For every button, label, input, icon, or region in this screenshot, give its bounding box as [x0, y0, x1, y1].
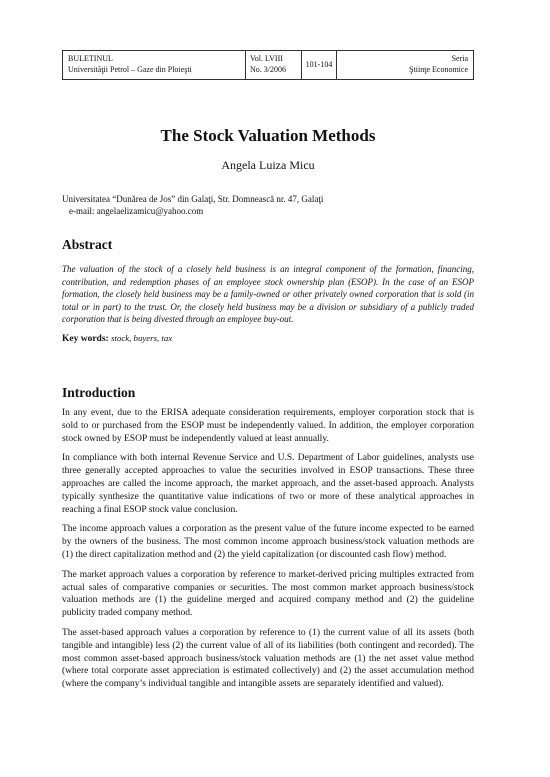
journal-number: No. 3/2006 — [250, 64, 286, 74]
body-paragraph: The market approach values a corporation by reference to market-derived pricing multiples extracted from actual sales of comparative companies or securities. The most common market approach business/stock valuation methods are (1) the guideline merged and acquired company method and (2) the guideline publicity traded company method. — [62, 569, 474, 619]
introduction-body — [62, 407, 474, 698]
journal-name-line1: BULETINUL — [68, 54, 113, 63]
series-cell — [337, 51, 473, 79]
keywords-label: Key words: — [62, 334, 109, 344]
journal-header-table — [62, 50, 474, 80]
introduction-heading: Introduction — [62, 385, 136, 400]
journal-series-name: Ştiinţe Economice — [409, 64, 468, 74]
volume-cell — [246, 51, 302, 79]
body-paragraph: In compliance with both internal Revenue Service and U.S. Department of Labor guidelines, analysts use three generally accepted approaches to value the securities involved in ESOP transactions. These three approaches are called the income approach, the market approach, and the asset-based approach. Analysts typically synthesize the quantitative value indications of two or more of these analytical approaches in reaching a final ESOP stock value conclusion. — [62, 453, 474, 515]
body-paragraph: In any event, due to the ERISA adequate consideration requirements, employer corporation stock that is sold to or purchased from the ESOP must be independently valued. In addition, the employer corporation stock owned by ESOP must be independently valued at least annually. — [62, 408, 474, 444]
abstract-text: The valuation of the stock of a closely held business is an integral component of the formation, financing, contribution, and redemption phases of an employee stock ownership plan (ESOP). In the case of an ESOP formation, the closely held business may be a family-owned or other privately owned corporation that is sold (in total or in part) to the trust. Or, the closely held business may be a division or subsidiary of a publicly traded corporation that is being divested through an employee buy-out. — [62, 264, 474, 325]
author-name: Angela Luiza Micu — [221, 158, 315, 172]
body-paragraph: The asset-based approach values a corporation by reference to (1) the current value of all its assets (both tangible and intangible) less (2) the current value of all of its liabilities (both contingent and recorded). The most common asset-based approach business/stock valuation methods are (1) the net asset value method (where total corporate asset appreciation is estimated collectively) and (2) the asset accumulation method (where the company’s individual tangible and intangible assets are separately identified and valued). — [62, 627, 474, 690]
paper-title: The Stock Valuation Methods — [160, 126, 376, 145]
abstract-heading: Abstract — [62, 237, 113, 252]
journal-series-label: Seria — [451, 54, 468, 63]
body-paragraph: The income approach values a corporation as the present value of the future income expected to be earned by the owners of the business. The most common income approach business/stock valuation methods are (1) the direct capitalization method and (2) the yield capitalization (or discounted cash flow) method. — [62, 524, 474, 560]
journal-pages: 101-104 — [305, 59, 333, 69]
keywords-value: stock, buyers, tax — [111, 333, 173, 343]
pages-cell — [302, 51, 337, 79]
affiliation: Universitatea “Dunărea de Jos” din Galaţi, Str. Domnească nr. 47, Galaţi — [62, 194, 324, 204]
author-affiliation-block — [62, 193, 474, 217]
journal-volume: Vol. LVIII — [250, 54, 283, 63]
author-email: e-mail: angelaelizamicu@yahoo.com — [69, 206, 204, 216]
journal-name-line2: Universităţii Petrol – Gaze din Ploieşti — [68, 64, 192, 74]
keywords-line — [62, 333, 474, 344]
journal-name-cell — [63, 51, 246, 79]
